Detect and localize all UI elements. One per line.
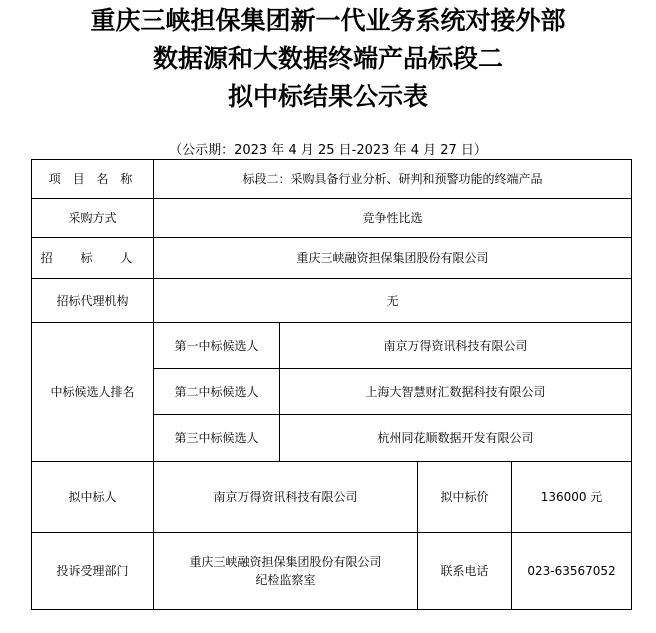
contact-phone-value: 023-63567052 (512, 533, 632, 610)
complaint-dept-line-1: 重庆三峡融资担保集团股份有限公司 (189, 555, 382, 569)
proposed-price-label: 拟中标价 (418, 462, 512, 533)
table-row (32, 238, 632, 279)
contact-phone-label: 联系电话 (418, 533, 512, 610)
table-row (32, 279, 632, 323)
table-row (32, 323, 632, 369)
proposed-winner-value: 南京万得资讯科技有限公司 (154, 462, 418, 533)
candidate-rank-3: 第三中标候选人 (154, 415, 280, 462)
complaint-dept-value (154, 533, 418, 610)
candidate-name-1: 南京万得资讯科技有限公司 (280, 323, 632, 369)
document-title-line-3: 拟中标结果公示表 (227, 82, 428, 111)
project-name-value: 标段二：采购具备行业分析、研判和预警功能的终端产品 (154, 160, 632, 199)
complaint-dept-line-2: 纪检监察室 (255, 573, 316, 587)
document-title-line-1: 重庆三峡担保集团新一代业务系统对接外部 (90, 6, 566, 35)
document-title-line-2: 数据源和大数据终端产品标段二 (152, 44, 503, 73)
publicity-period: （公示期：2023 年 4 月 25 日-2023 年 4 月 27 日） (169, 143, 487, 158)
candidate-rank-1: 第一中标候选人 (154, 323, 280, 369)
bid-result-table (31, 159, 632, 610)
tenderer-value: 重庆三峡融资担保集团股份有限公司 (154, 238, 632, 279)
project-name-label: 项 目 名 称 (32, 160, 154, 199)
proposed-price-value: 136000 元 (512, 462, 632, 533)
table-row (32, 533, 632, 610)
candidate-name-3: 杭州同花顺数据开发有限公司 (280, 415, 632, 462)
table-row (32, 462, 632, 533)
agency-label: 招标代理机构 (32, 279, 154, 323)
candidate-ranking-label: 中标候选人排名 (32, 323, 154, 462)
tenderer-label: 招 标 人 (32, 238, 154, 279)
table-row (32, 160, 632, 199)
agency-value: 无 (154, 279, 632, 323)
table-row (32, 199, 632, 238)
complaint-dept-label: 投诉受理部门 (32, 533, 154, 610)
candidate-name-2: 上海大智慧财汇数据科技有限公司 (280, 369, 632, 415)
procurement-method-label: 采购方式 (32, 199, 154, 238)
candidate-rank-2: 第二中标候选人 (154, 369, 280, 415)
procurement-method-value: 竞争性比选 (154, 199, 632, 238)
proposed-winner-label: 拟中标人 (32, 462, 154, 533)
